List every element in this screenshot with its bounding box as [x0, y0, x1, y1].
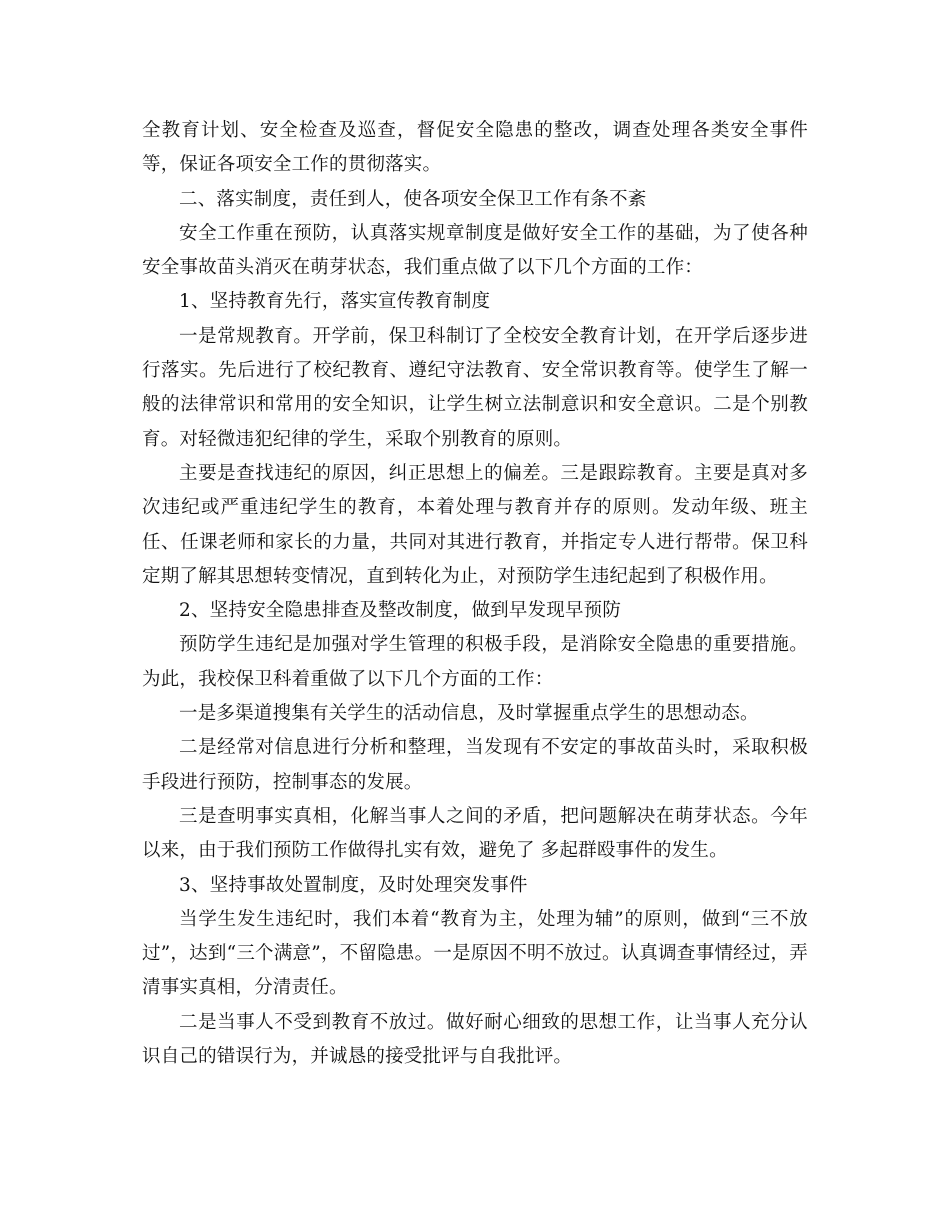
paragraph: 二是当事人不受到教育不放过。做好耐心细致的思想工作，让当事人充分认识自己的错误行为，并诚恳的接受批评与自我批评。 — [142, 1011, 808, 1068]
paragraph: 预防学生违纪是加强对学生管理的积极手段，是消除安全隐患的重要措施。为此，我校保卫科着重做了以下几个方面的工作： — [142, 634, 808, 690]
section-heading: 二、落实制度，责任到人，使各项安全保卫工作有条不紊 — [179, 188, 647, 210]
paragraph: 一是常规教育。开学前，保卫科制订了全校安全教育计划，在开学后逐步进行落实。先后进行了校纪教育、遵纪守法教育、安全常识教育等。使学生了解一般的法律常识和常用的安全知识，让学生树立法制意识和安全意识。二是个别教育。对轻微违犯纪律的学生，采取个别教育的原则。 — [142, 325, 808, 450]
paragraph: 主要是查找违纪的原因，纠正思想上的偏差。三是跟踪教育。主要是真对多次违纪或严重违纪学生的教育，本着处理与教育并存的原则。发动年级、班主任、任课老师和家长的力量，共同对其进行教育，并指定专人进行帮带。保卫科定期了解其思想转变情况，直到转化为止，对预防学生违纪起到了积极作用。 — [142, 462, 808, 587]
subsection-heading: 2、坚持安全隐患排查及整改制度，做到早发现早预防 — [179, 600, 622, 622]
paragraph: 当学生发生违纪时，我们本着“教育为主，处理为辅”的原则，做到“三不放过”，达到“三个满意”，不留隐患。一是原因不明不放过。认真调查事情经过，弄清事实真相，分清责任。 — [142, 908, 808, 999]
paragraph: 安全工作重在预防，认真落实规章制度是做好安全工作的基础，为了使各种安全事故苗头消灭在萌芽状态，我们重点做了以下几个方面的工作： — [142, 222, 808, 279]
paragraph: 一是多渠道搜集有关学生的活动信息，及时掌握重点学生的思想动态。 — [179, 703, 759, 725]
paragraph: 三是查明事实真相，化解当事人之间的矛盾，把问题解决在萌芽状态。今年以来，由于我们预防工作做得扎实有效，避免了 多起群殴事件的发生。 — [142, 805, 808, 862]
subsection-heading: 1、坚持教育先行，落实宣传教育制度 — [179, 291, 491, 313]
paragraph: 二是经常对信息进行分析和整理，当发现有不安定的事故苗头时，采取积极手段进行预防，控制事态的发展。 — [142, 737, 808, 793]
document-body — [142, 114, 808, 1074]
paragraph: 全教育计划、安全检查及巡查，督促安全隐患的整改，调查处理各类安全事件等，保证各项安全工作的贯彻落实。 — [142, 120, 808, 176]
subsection-heading: 3、坚持事故处置制度，及时处理突发事件 — [179, 874, 528, 896]
